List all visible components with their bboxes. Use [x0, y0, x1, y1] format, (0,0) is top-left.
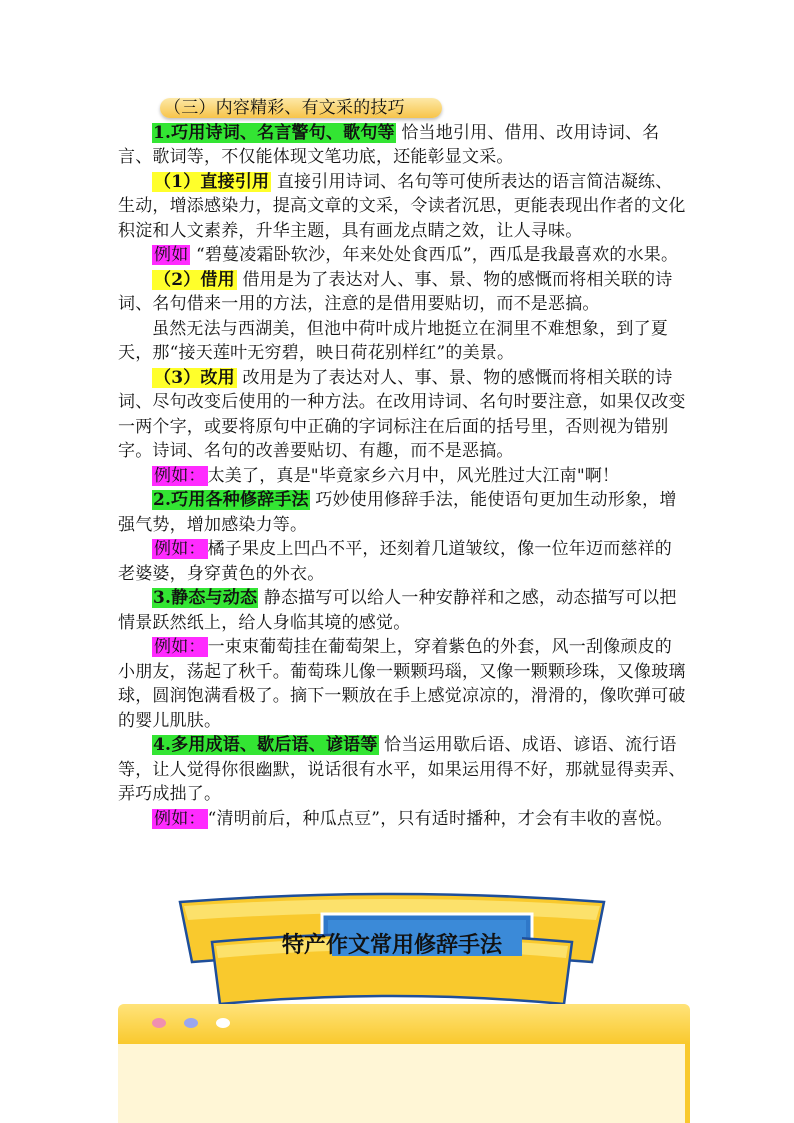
paragraph-text: 太美了，真是"毕竟家乡六月中，风光胜过大江南"啊！ [207, 465, 620, 486]
highlight-label-magenta: 例如： [154, 465, 206, 486]
window-panel [118, 1004, 690, 1123]
highlight-label-magenta: 例如： [154, 808, 206, 829]
section-title: （三）内容精彩、有文采的技巧 [164, 98, 405, 118]
paragraph-text: 橘子果皮上凹凸不平，还刻着几道皱纹，像一位年迈而慈祥的老婆婆，身穿黄色的外衣。 [118, 539, 673, 584]
article-body [118, 96, 686, 831]
highlight-label-green: 3.静态与动态 [153, 588, 258, 608]
paragraph-4 [118, 268, 686, 317]
highlight-label-yellow: （3）改用 [154, 367, 235, 388]
window-dot-blue [184, 1018, 198, 1028]
paragraph-text: “碧蔓凌霜卧软沙，年来处处食西瓜”，西瓜是我最喜欢的水果。 [196, 245, 679, 265]
highlight-label-green: 4.多用成语、歇后语、谚语等 [153, 735, 378, 755]
paragraph-2 [118, 170, 686, 244]
window-dot-white [216, 1018, 230, 1028]
paragraph-text: 恰当运用歇后语、成语、谚语、流行语等，让人觉得你很幽默，说话很有水平，如果运用得不好，那就显得卖弄、弄巧成拙了。 [118, 735, 686, 804]
highlight-label-yellow: （1）直接引用 [154, 171, 270, 192]
paragraph-text: 恰当地引用、借用、改用诗词、名言、歌词等，不仅能体现文笔功底，还能彰显文采。 [118, 122, 660, 167]
panel-edge [685, 1044, 690, 1123]
paragraph-7 [118, 464, 686, 489]
highlight-label-yellow: （2）借用 [154, 269, 235, 290]
paragraph-text: 虽然无法与西湖美，但池中荷叶成片地挺立在洞里不难想象，到了夏天，那“接天莲叶无穷碧，映日荷花别样红”的美景。 [118, 318, 668, 363]
highlight-label-green: 2.巧用各种修辞手法 [153, 490, 309, 510]
highlight-label-green: 1.巧用诗词、名言警句、歌句等 [153, 122, 395, 143]
paragraph-10 [118, 586, 686, 635]
paragraph-1 [118, 121, 686, 170]
paragraph-text: 巧妙使用修辞手法，能使语句更加生动形象，增强气势，增加感染力等。 [118, 490, 677, 535]
highlight-label-magenta: 例如： [154, 637, 206, 657]
paragraph-9 [118, 537, 686, 586]
paragraph-3 [118, 243, 686, 268]
paragraph-text: 改用是为了表达对人、事、景、物的感慨而将相关联的诗词、尽句改变后使用的一种方法。在改用诗词、名句时要注意，如果仅改变一两个字，或要将原句中正确的字词标注在后面的括号里，否则视为错别字。诗词、名句的改善要贴切、有趣，而不是恶搞。 [118, 367, 686, 461]
window-dot-pink [152, 1018, 166, 1028]
paragraph-8 [118, 488, 686, 537]
highlight-label-magenta: 例如： [154, 539, 206, 559]
paragraph-text: 静态描写可以给人一种安静祥和之感，动态描写可以把情景跃然纸上，给人身临其境的感觉。 [118, 588, 677, 633]
paragraph-text: “清明前后，种瓜点豆”，只有适时播种，才会有丰收的喜悦。 [207, 808, 673, 829]
paragraph-13 [118, 807, 686, 832]
paragraph-text: 借用是为了表达对人、事、景、物的感慨而将相关联的诗词、名句借来一用的方法，注意的是借用要贴切，而不是恶搞。 [118, 269, 673, 314]
highlight-label-magenta: 例如 [154, 245, 189, 265]
paragraph-5 [118, 317, 686, 366]
window-titlebar [118, 1004, 690, 1044]
paragraph-6 [118, 366, 686, 464]
title-banner [172, 892, 612, 1012]
paragraph-text: 直接引用诗词、名句等可使所表达的语言简洁凝练、生动，增添感染力，提高文章的文采，令读者沉思，更能表现出作者的文化积淀和人文素养，升华主题，具有画龙点睛之效，让人寻味。 [118, 171, 686, 241]
section-title-ribbon [152, 96, 405, 120]
paragraph-text: 一束束葡萄挂在葡萄架上，穿着紫色的外套，风一刮像顽皮的小朋友，荡起了秋千。葡萄珠儿像一颗颗玛瑙，又像一颗颗珍珠，又像玻璃球，圆润饱满看极了。摘下一颗放在手上感觉凉凉的，滑滑的，像吹弹可破的婴儿肌肤。 [118, 637, 686, 731]
paragraph-11 [118, 635, 686, 733]
banner-title: 特产作文常用修辞手法 [281, 932, 502, 958]
paragraph-12 [118, 733, 686, 807]
